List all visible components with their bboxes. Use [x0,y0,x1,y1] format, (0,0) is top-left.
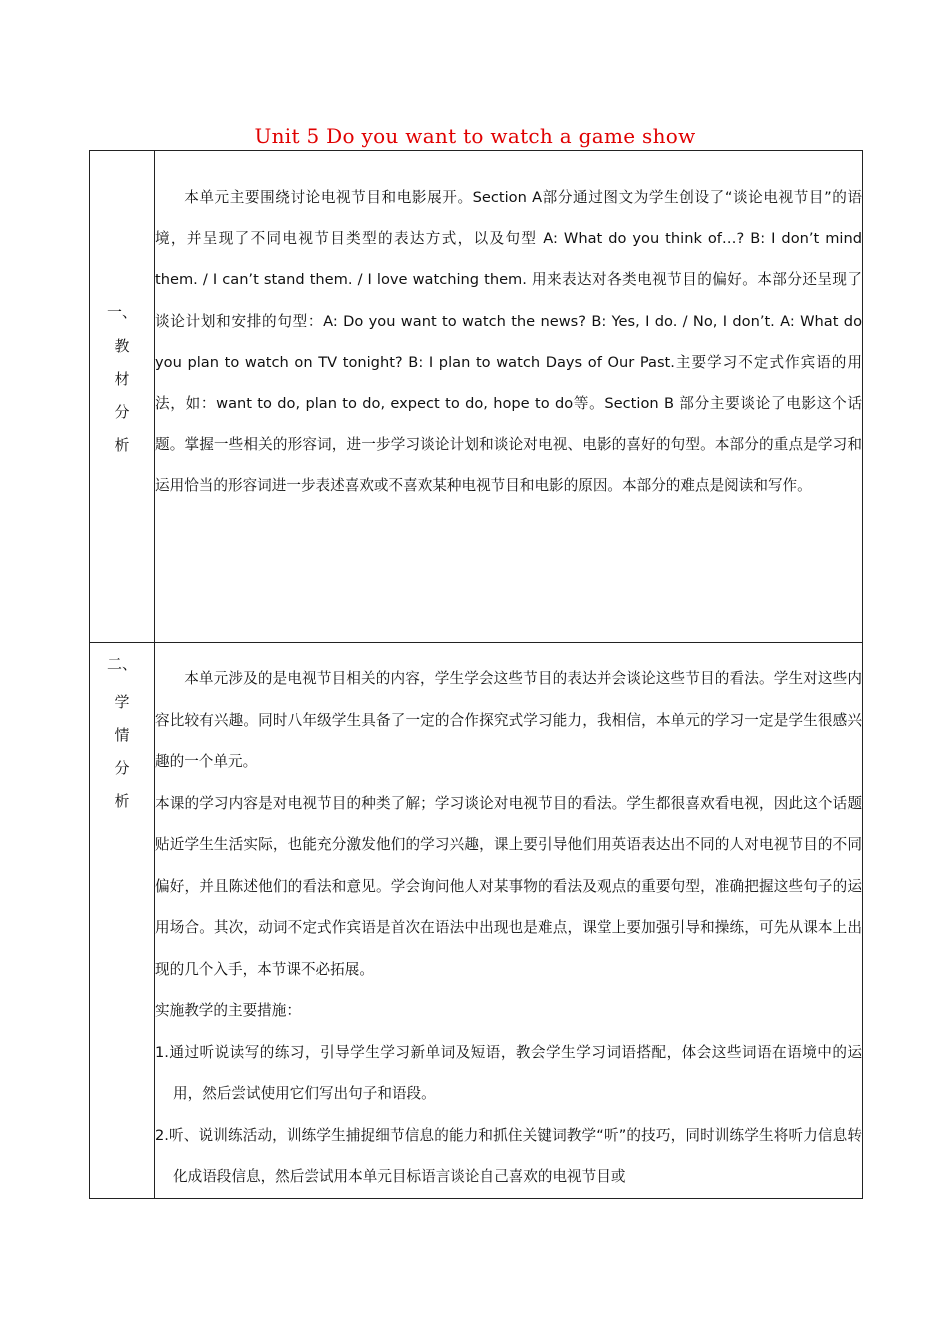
paragraph: 本单元主要围绕讨论电视节目和电影展开。Section A部分通过图文为学生创设了“谈论电视节目”的语境，并呈现了不同电视节目类型的表达方式，以及句型 A: What do you think of…? B: I don’t mind them. / I can’t stand them. / I love watching them. 用来表达对各类电视节目的偏好。本部分还呈现了谈论计划和安排的句型：A: Do you want to watch the news? B: Yes, I do. / No, I don’t. A: What do you plan to watch on TV tonight? B: I plan to watch Days of Our Past.主要学习不定式作宾语的用法，如：want to do, plan to do, expect to do, hope to do等。Section B 部分主要谈论了电影这个话题。掌握一些相关的形容词，进一步学习谈论计划和谈论对电视、电影的喜好的句型。本部分的重点是学习和运用恰当的形容词进一步表述喜欢或不喜欢某种电视节目和电影的原因。本部分的难点是阅读和写作。 [155,189,862,495]
table-row-student-analysis [90,643,863,1199]
section-content-textbook-analysis [155,151,863,643]
section-label-char: 析 [114,792,130,810]
list-item: 2.听、说训练活动，训练学生捕捉细节信息的能力和抓住关键词教学“听”的技巧，同时训练学生将听力信息转化成语段信息，然后尝试用本单元目标语言谈论自己喜欢的电视节目或 [155,1126,862,1185]
lesson-plan-table [89,150,863,1199]
table-row-textbook-analysis [90,151,863,643]
section-label-char: 分 [114,759,130,777]
section-label-textbook-analysis [90,151,155,643]
section-label-student-analysis [90,643,155,1199]
section-label-char: 分 [114,403,130,421]
section-content-student-analysis [155,643,863,1199]
section-label-char: 情 [114,726,130,744]
section-number: 一、 [106,303,137,321]
section-label-char: 析 [114,436,130,454]
section-label-char: 材 [114,370,130,388]
section-label-char: 学 [114,693,130,711]
section-number: 二、 [106,655,137,673]
paragraph: 实施教学的主要措施： [155,1002,301,1019]
section-label-char: 教 [114,337,130,355]
paragraph: 本单元涉及的是电视节目相关的内容，学生学会这些节目的表达并会谈论这些节目的看法。学生对这些内容比较有兴趣。同时八年级学生具备了一定的合作探究式学习能力，我相信，本单元的学习一定是学生很感兴趣的一个单元。 [155,670,862,770]
paragraph: 本课的学习内容是对电视节目的种类了解；学习谈论对电视节目的看法。学生都很喜欢看电视，因此这个话题贴近学生生活实际，也能充分激发他们的学习兴趣，课上要引导他们用英语表达出不同的人对电视节目的不同偏好，并且陈述他们的看法和意见。学会询问他人对某事物的看法及观点的重要句型，准确把握这些句子的运用场合。其次，动词不定式作宾语是首次在语法中出现也是难点，课堂上要加强引导和操练，可先从课本上出现的几个入手，本节课不必拓展。 [155,794,862,978]
list-item: 1.通过听说读写的练习，引导学生学习新单词及短语，教会学生学习词语搭配，体会这些词语在语境中的运用，然后尝试使用它们写出句子和语段。 [155,1043,862,1102]
page-title: Unit 5 Do you want to watch a game show [254,124,696,148]
